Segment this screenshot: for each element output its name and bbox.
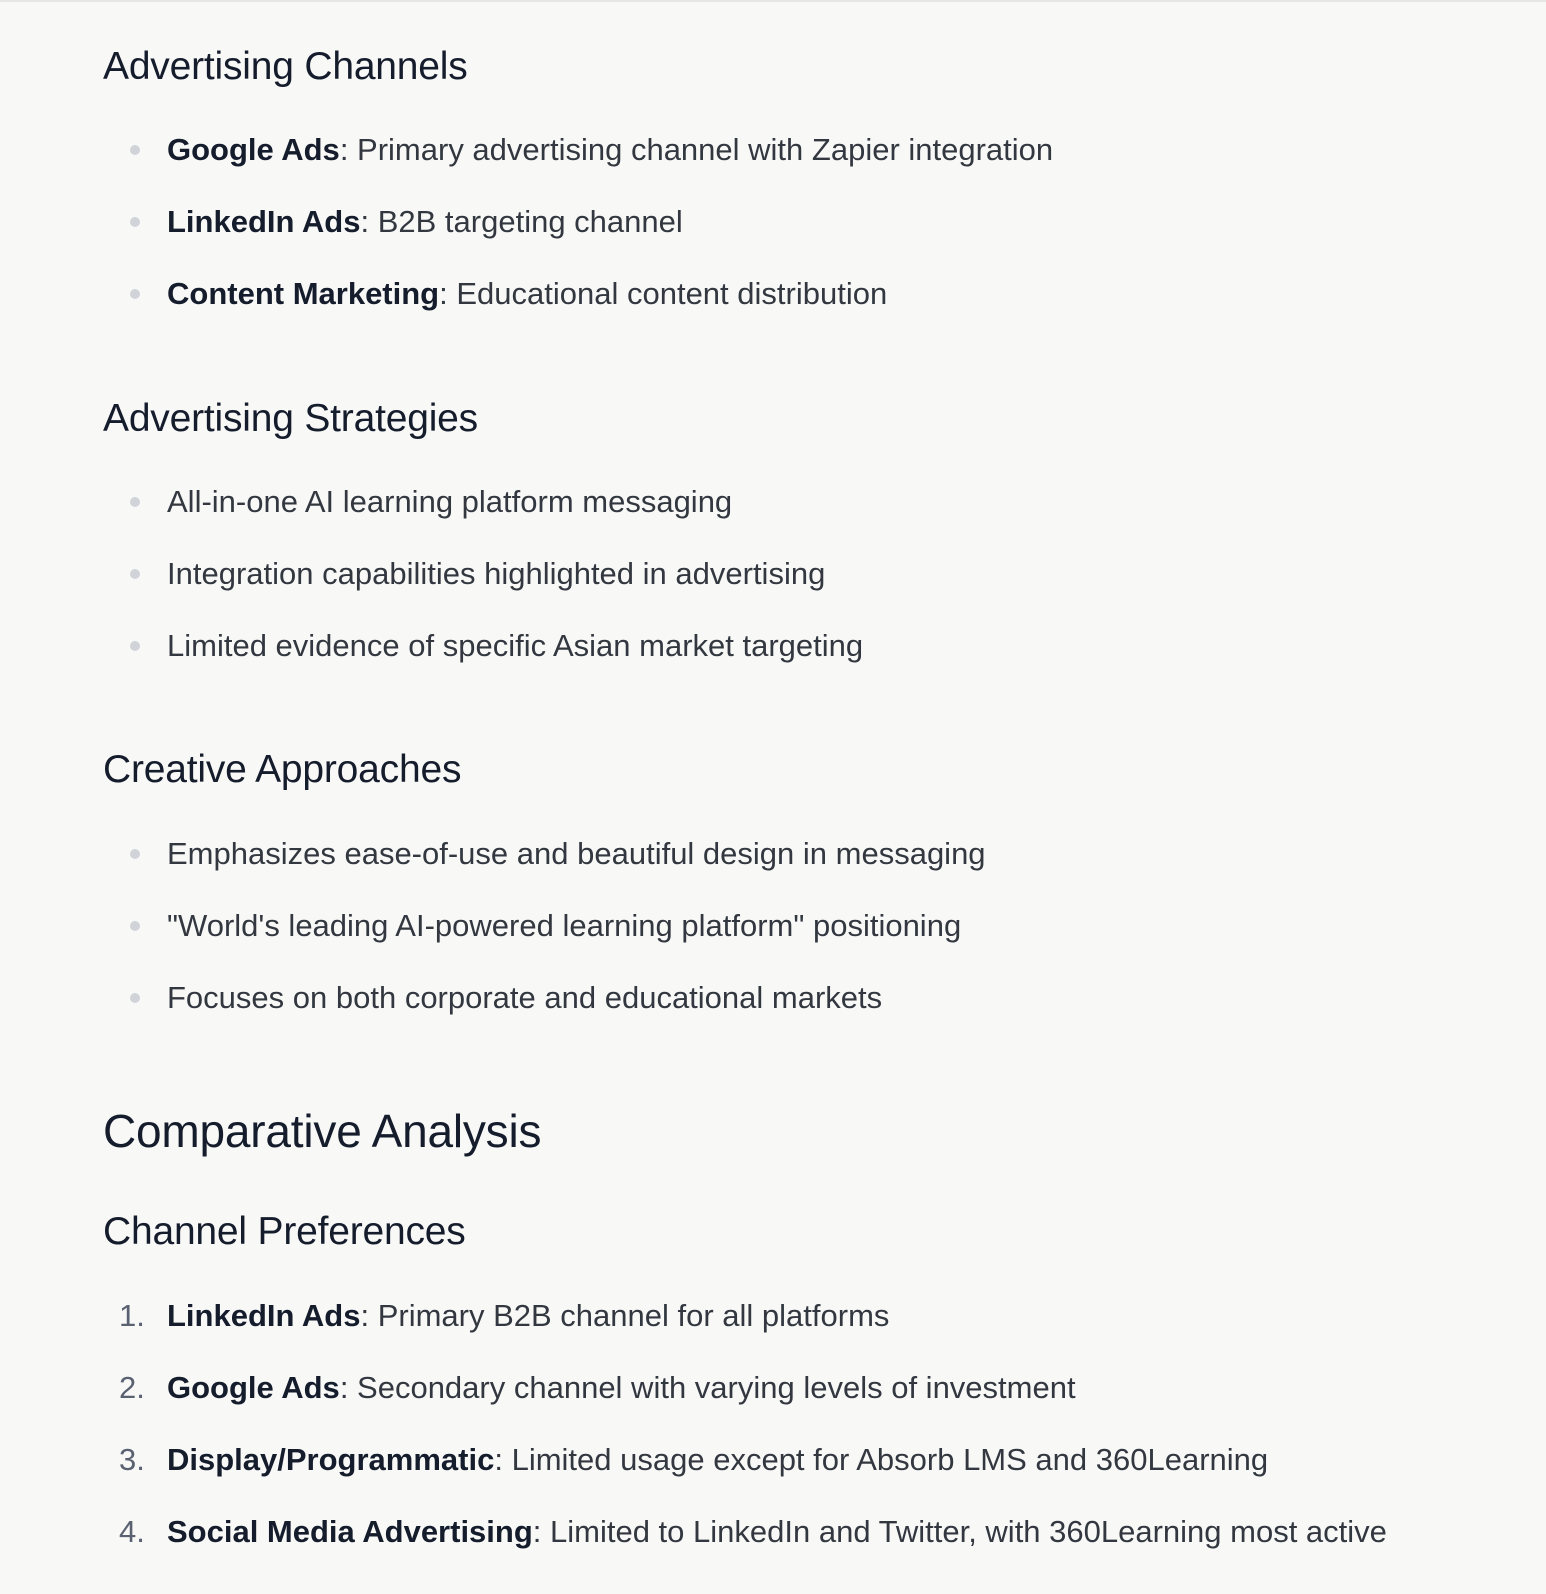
item-text: : Educational content distribution <box>439 276 888 311</box>
item-text: : Limited usage except for Absorb LMS and 360Learning <box>494 1442 1269 1477</box>
list-item <box>167 978 882 1018</box>
list-item <box>167 626 863 666</box>
heading-channel-preferences: Channel Preferences <box>103 1210 466 1253</box>
item-bold-label: Social Media Advertising <box>167 1514 533 1549</box>
list-item <box>119 1296 890 1336</box>
bullet-icon <box>130 217 140 227</box>
heading-creative-approaches: Creative Approaches <box>103 748 462 791</box>
bullet-icon <box>130 145 140 155</box>
item-text: Emphasizes ease-of-use and beautiful design in messaging <box>167 836 986 871</box>
item-bold-label: Google Ads <box>167 1370 340 1405</box>
bullet-icon <box>130 849 140 859</box>
list-item <box>119 1368 1076 1408</box>
item-text: "World's leading AI-powered learning platform" positioning <box>167 908 962 943</box>
heading-advertising-strategies: Advertising Strategies <box>103 397 478 440</box>
item-text: Integration capabilities highlighted in advertising <box>167 556 826 591</box>
item-text: : Secondary channel with varying levels of investment <box>339 1370 1076 1405</box>
list-item <box>167 554 825 594</box>
bullet-icon <box>130 641 140 651</box>
heading-comparative-analysis: Comparative Analysis <box>103 1105 542 1157</box>
item-bold-label: LinkedIn Ads <box>167 204 361 239</box>
bullet-icon <box>130 289 140 299</box>
list-item <box>167 906 961 946</box>
item-bold-label: Google Ads <box>167 132 340 167</box>
list-number: 1. <box>119 1298 145 1333</box>
list-item <box>167 834 986 874</box>
list-item <box>167 482 732 522</box>
item-text: : B2B targeting channel <box>360 204 683 239</box>
item-bold-label: Display/Programmatic <box>167 1442 495 1477</box>
list-item <box>119 1440 1269 1480</box>
list-item <box>167 202 683 242</box>
item-text: All-in-one AI learning platform messaging <box>167 484 733 519</box>
item-text: Focuses on both corporate and educational markets <box>167 980 883 1015</box>
document-body <box>0 2 1546 1594</box>
list-item <box>167 130 1053 170</box>
item-bold-label: Content Marketing <box>167 276 440 311</box>
bullet-icon <box>130 921 140 931</box>
bullet-icon <box>130 569 140 579</box>
item-text: : Primary B2B channel for all platforms <box>360 1298 890 1333</box>
heading-advertising-channels: Advertising Channels <box>103 45 468 88</box>
list-number: 3. <box>119 1442 145 1477</box>
list-item <box>119 1512 1387 1552</box>
bullet-icon <box>130 993 140 1003</box>
item-text: : Limited to LinkedIn and Twitter, with 360Learning most active <box>532 1514 1387 1549</box>
bullet-icon <box>130 497 140 507</box>
item-bold-label: LinkedIn Ads <box>167 1298 361 1333</box>
list-number: 4. <box>119 1514 145 1549</box>
list-item <box>167 274 887 314</box>
list-number: 2. <box>119 1370 145 1405</box>
item-text: : Primary advertising channel with Zapier integration <box>339 132 1054 167</box>
item-text: Limited evidence of specific Asian market targeting <box>167 628 864 663</box>
